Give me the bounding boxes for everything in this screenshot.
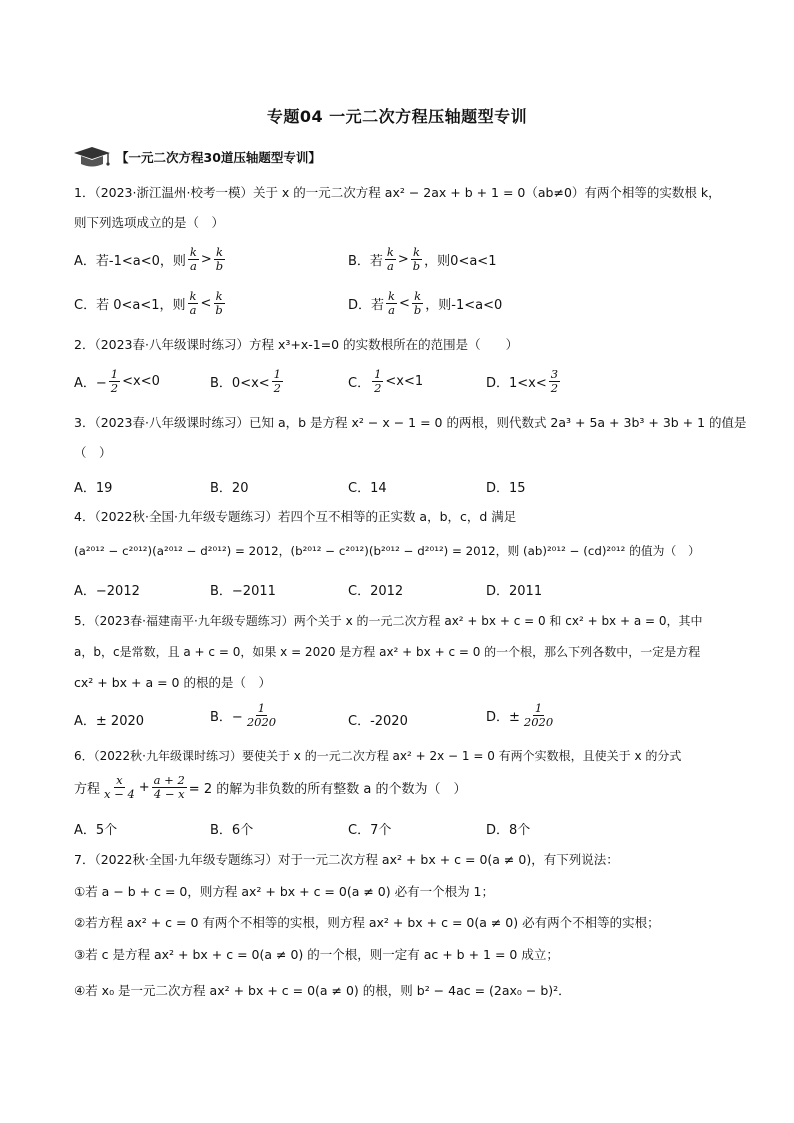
q1-d-f2-den: b <box>413 303 422 317</box>
q1-d-frac1 <box>386 290 397 317</box>
q1-c-frac1 <box>188 290 199 317</box>
q1-stem-line1: 1．（2023·浙江温州·校考一模）关于 x 的一元二次方程 ax² − 2ax + b + 1 = 0（ab≠0）有两个相等的实数根 k， <box>74 185 721 200</box>
q5-b-frac <box>245 702 278 729</box>
q5-stem-line3: cx² + bx + a = 0 的根的是（ ） <box>74 675 271 690</box>
q2-a-frac <box>109 368 120 395</box>
q6-option-c: C．7个 <box>348 823 392 838</box>
q1-a-frac2 <box>214 246 225 273</box>
q1-c-rel: < <box>200 296 212 311</box>
q6-f2-num: a + 2 <box>153 773 185 787</box>
q6-option-d: D．8个 <box>486 823 531 838</box>
q1-b-f1-num: k <box>386 245 394 259</box>
q4-option-d: D．2011 <box>486 584 543 599</box>
section-label: 【一元二次方程30道压轴题型专训】 <box>116 150 321 165</box>
q2-a-den: 2 <box>110 381 119 395</box>
q1-b-rel: > <box>397 252 409 267</box>
q1-b-f2-num: k <box>413 245 420 259</box>
q4-option-c: C．2012 <box>348 584 404 599</box>
q5-d-frac <box>522 702 555 729</box>
q1-c-f1-den: a <box>189 303 197 317</box>
q1-stem-line2: 则下列选项成立的是（ ） <box>74 215 225 230</box>
q1-option-a <box>74 246 227 273</box>
q2-c-frac <box>372 368 383 395</box>
q1-a-f1-den: a <box>189 259 197 273</box>
q2-option-d <box>486 368 562 395</box>
q6-stem-line1: 6．（2022秋·九年级课时练习）要使关于 x 的一元二次方程 ax² + 2x − 1 = 0 有两个实数根，且使关于 x 的分式 <box>74 749 682 763</box>
q6-frac2 <box>152 774 187 801</box>
q6-frac1 <box>102 774 137 801</box>
q7-statement-4: ④若 x₀ 是一元二次方程 ax² + bx + c = 0(a ≠ 0) 的根，则 b² − 4ac = (2ax₀ − b)²． <box>74 983 571 998</box>
q2-b-den: 2 <box>273 381 281 395</box>
q6-option-a: A．5个 <box>74 823 118 838</box>
q1-d-frac2 <box>412 290 423 317</box>
q2-c-den: 2 <box>374 381 382 395</box>
q7-stem: 7．（2022秋·全国·九年级专题练习）对于一元二次方程 ax² + bx + c = 0(a ≠ 0)，有下列说法： <box>74 852 619 867</box>
q2-b-num: 1 <box>273 367 281 381</box>
q2-d-den: 2 <box>550 381 559 395</box>
q1-option-c <box>74 290 227 317</box>
q2-a-post: <x<0 <box>122 374 160 389</box>
q2-c-post: <x<1 <box>385 374 424 389</box>
q1-c-f2-num: k <box>215 289 223 303</box>
q1-a-f2-den: b <box>215 259 224 273</box>
q1-c-text: C．若 0<a<1，则 <box>74 298 186 313</box>
q1-c-f2-den: b <box>215 303 223 317</box>
q7-statement-3: ③若 c 是方程 ax² + bx + c = 0(a ≠ 0) 的一个根，则一定有 ac + b + 1 = 0 成立； <box>74 947 559 962</box>
q1-b-f2-den: b <box>412 259 421 273</box>
q4-stem-line2: (a²⁰¹² − c²⁰¹²)(a²⁰¹² − d²⁰¹²) = 2012，(b²⁰¹² − c²⁰¹²)(b²⁰¹² − d²⁰¹²) = 2012，则 (ab)²⁰¹² − (cd)²⁰¹² 的值为（ ） <box>74 544 700 558</box>
page-title: 专题04 一元二次方程压轴题型专训 <box>266 107 528 126</box>
q1-a-text: A．若-1<a<0，则 <box>74 254 186 269</box>
q1-b-frac1 <box>385 246 396 273</box>
q2-option-a <box>74 368 160 395</box>
q4-option-b: B．−2011 <box>210 584 276 599</box>
q2-stem: 2．（2023春·八年级课时练习）方程 x³+x-1=0 的实数根所在的范围是（ ） <box>74 337 519 352</box>
q1-d-rel: < <box>398 296 410 311</box>
q1-a-frac1 <box>188 246 199 273</box>
q3-stem-line1: 3．（2023春·八年级课时练习）已知 a，b 是方程 x² − x − 1 = 0 的两根，则代数式 2a³ + 5a + 3b³ + 3b + 1 的值是 <box>74 415 747 430</box>
q5-option-a: A．± 2020 <box>74 714 145 729</box>
q5-option-d <box>486 702 557 729</box>
q2-d-pre: D．1<x< <box>486 376 547 391</box>
q2-c-pre: C． <box>348 376 371 391</box>
q1-a-f2-num: k <box>215 245 223 259</box>
q2-a-pre: A．− <box>74 376 107 391</box>
section-heading <box>72 144 321 170</box>
q1-option-d <box>348 290 502 317</box>
q1-c-frac2 <box>213 290 224 317</box>
q1-c-f1-num: k <box>189 289 197 303</box>
q1-b-pre: B．若 <box>348 254 383 269</box>
q2-d-frac <box>549 368 560 395</box>
q5-d-num: 1 <box>534 701 543 715</box>
q7-statement-1: ①若 a − b + c = 0，则方程 ax² + bx + c = 0(a ≠ 0) 必有一个根为 1； <box>74 884 495 899</box>
q2-c-num: 1 <box>374 367 382 381</box>
q1-d-f2-num: k <box>414 289 422 303</box>
q3-option-c: C．14 <box>348 481 387 496</box>
q1-d-f1-den: a <box>388 303 395 317</box>
q3-stem-line2: （ ） <box>74 445 112 460</box>
q6-option-b: B．6个 <box>210 823 254 838</box>
q7-statement-2: ②若方程 ax² + c = 0 有两个不相等的实根，则方程 ax² + bx + c = 0(a ≠ 0) 必有两个不相等的实根； <box>74 915 660 930</box>
q4-option-a: A．−2012 <box>74 584 140 599</box>
q6-stem2-pre: 方程 <box>74 782 101 797</box>
q6-f1-den: x − 4 <box>104 787 135 801</box>
q4-stem-line1: 4．（2022秋·全国·九年级专题练习）若四个互不相等的正实数 a，b，c，d 满足 <box>74 509 517 524</box>
q5-option-b <box>210 702 280 729</box>
q5-b-num: 1 <box>257 701 266 715</box>
q1-b-f1-den: a <box>386 259 394 273</box>
q2-option-b <box>210 368 285 395</box>
q3-option-a: A．19 <box>74 481 113 496</box>
q5-b-pre: B．− <box>210 710 243 725</box>
q6-f1-num: x <box>116 773 123 787</box>
q5-b-den: 2020 <box>246 715 277 729</box>
q6-plus: + <box>138 780 150 795</box>
q1-d-post: ，则-1<a<0 <box>425 298 503 313</box>
q2-option-c <box>348 368 423 395</box>
q2-d-num: 3 <box>550 367 559 381</box>
q1-option-b <box>348 246 496 273</box>
q3-option-d: D．15 <box>486 481 526 496</box>
q2-b-frac <box>272 368 283 395</box>
q1-b-post: ，则0<a<1 <box>424 254 497 269</box>
q5-d-pre: D．± <box>486 710 520 725</box>
q6-stem2-post: = 2 的解为非负数的所有整数 a 的个数为（ ） <box>188 782 467 797</box>
q1-d-pre: D．若 <box>348 298 385 313</box>
q5-stem-line2: a，b，c是常数，且 a + c = 0，如果 x = 2020 是方程 ax² + bx + c = 0 的一个根，那么下列各数中，一定是方程 <box>74 645 701 659</box>
q6-f2-den: 4 − x <box>153 787 185 801</box>
q6-stem-line2 <box>74 774 466 801</box>
graduation-cap-icon <box>72 144 112 170</box>
q1-b-frac2 <box>411 246 422 273</box>
q1-d-f1-num: k <box>388 289 395 303</box>
q2-a-num: 1 <box>110 367 119 381</box>
q5-d-den: 2020 <box>523 715 554 729</box>
q2-b-pre: B．0<x< <box>210 376 270 391</box>
q5-option-c: C．-2020 <box>348 714 408 729</box>
q1-a-f1-num: k <box>189 245 197 259</box>
q5-stem-line1: 5．（2023春·福建南平·九年级专题练习）两个关于 x 的一元二次方程 ax² + bx + c = 0 和 cx² + bx + a = 0，其中 <box>74 614 703 628</box>
q1-a-rel: > <box>200 252 212 267</box>
q3-option-b: B．20 <box>210 481 249 496</box>
